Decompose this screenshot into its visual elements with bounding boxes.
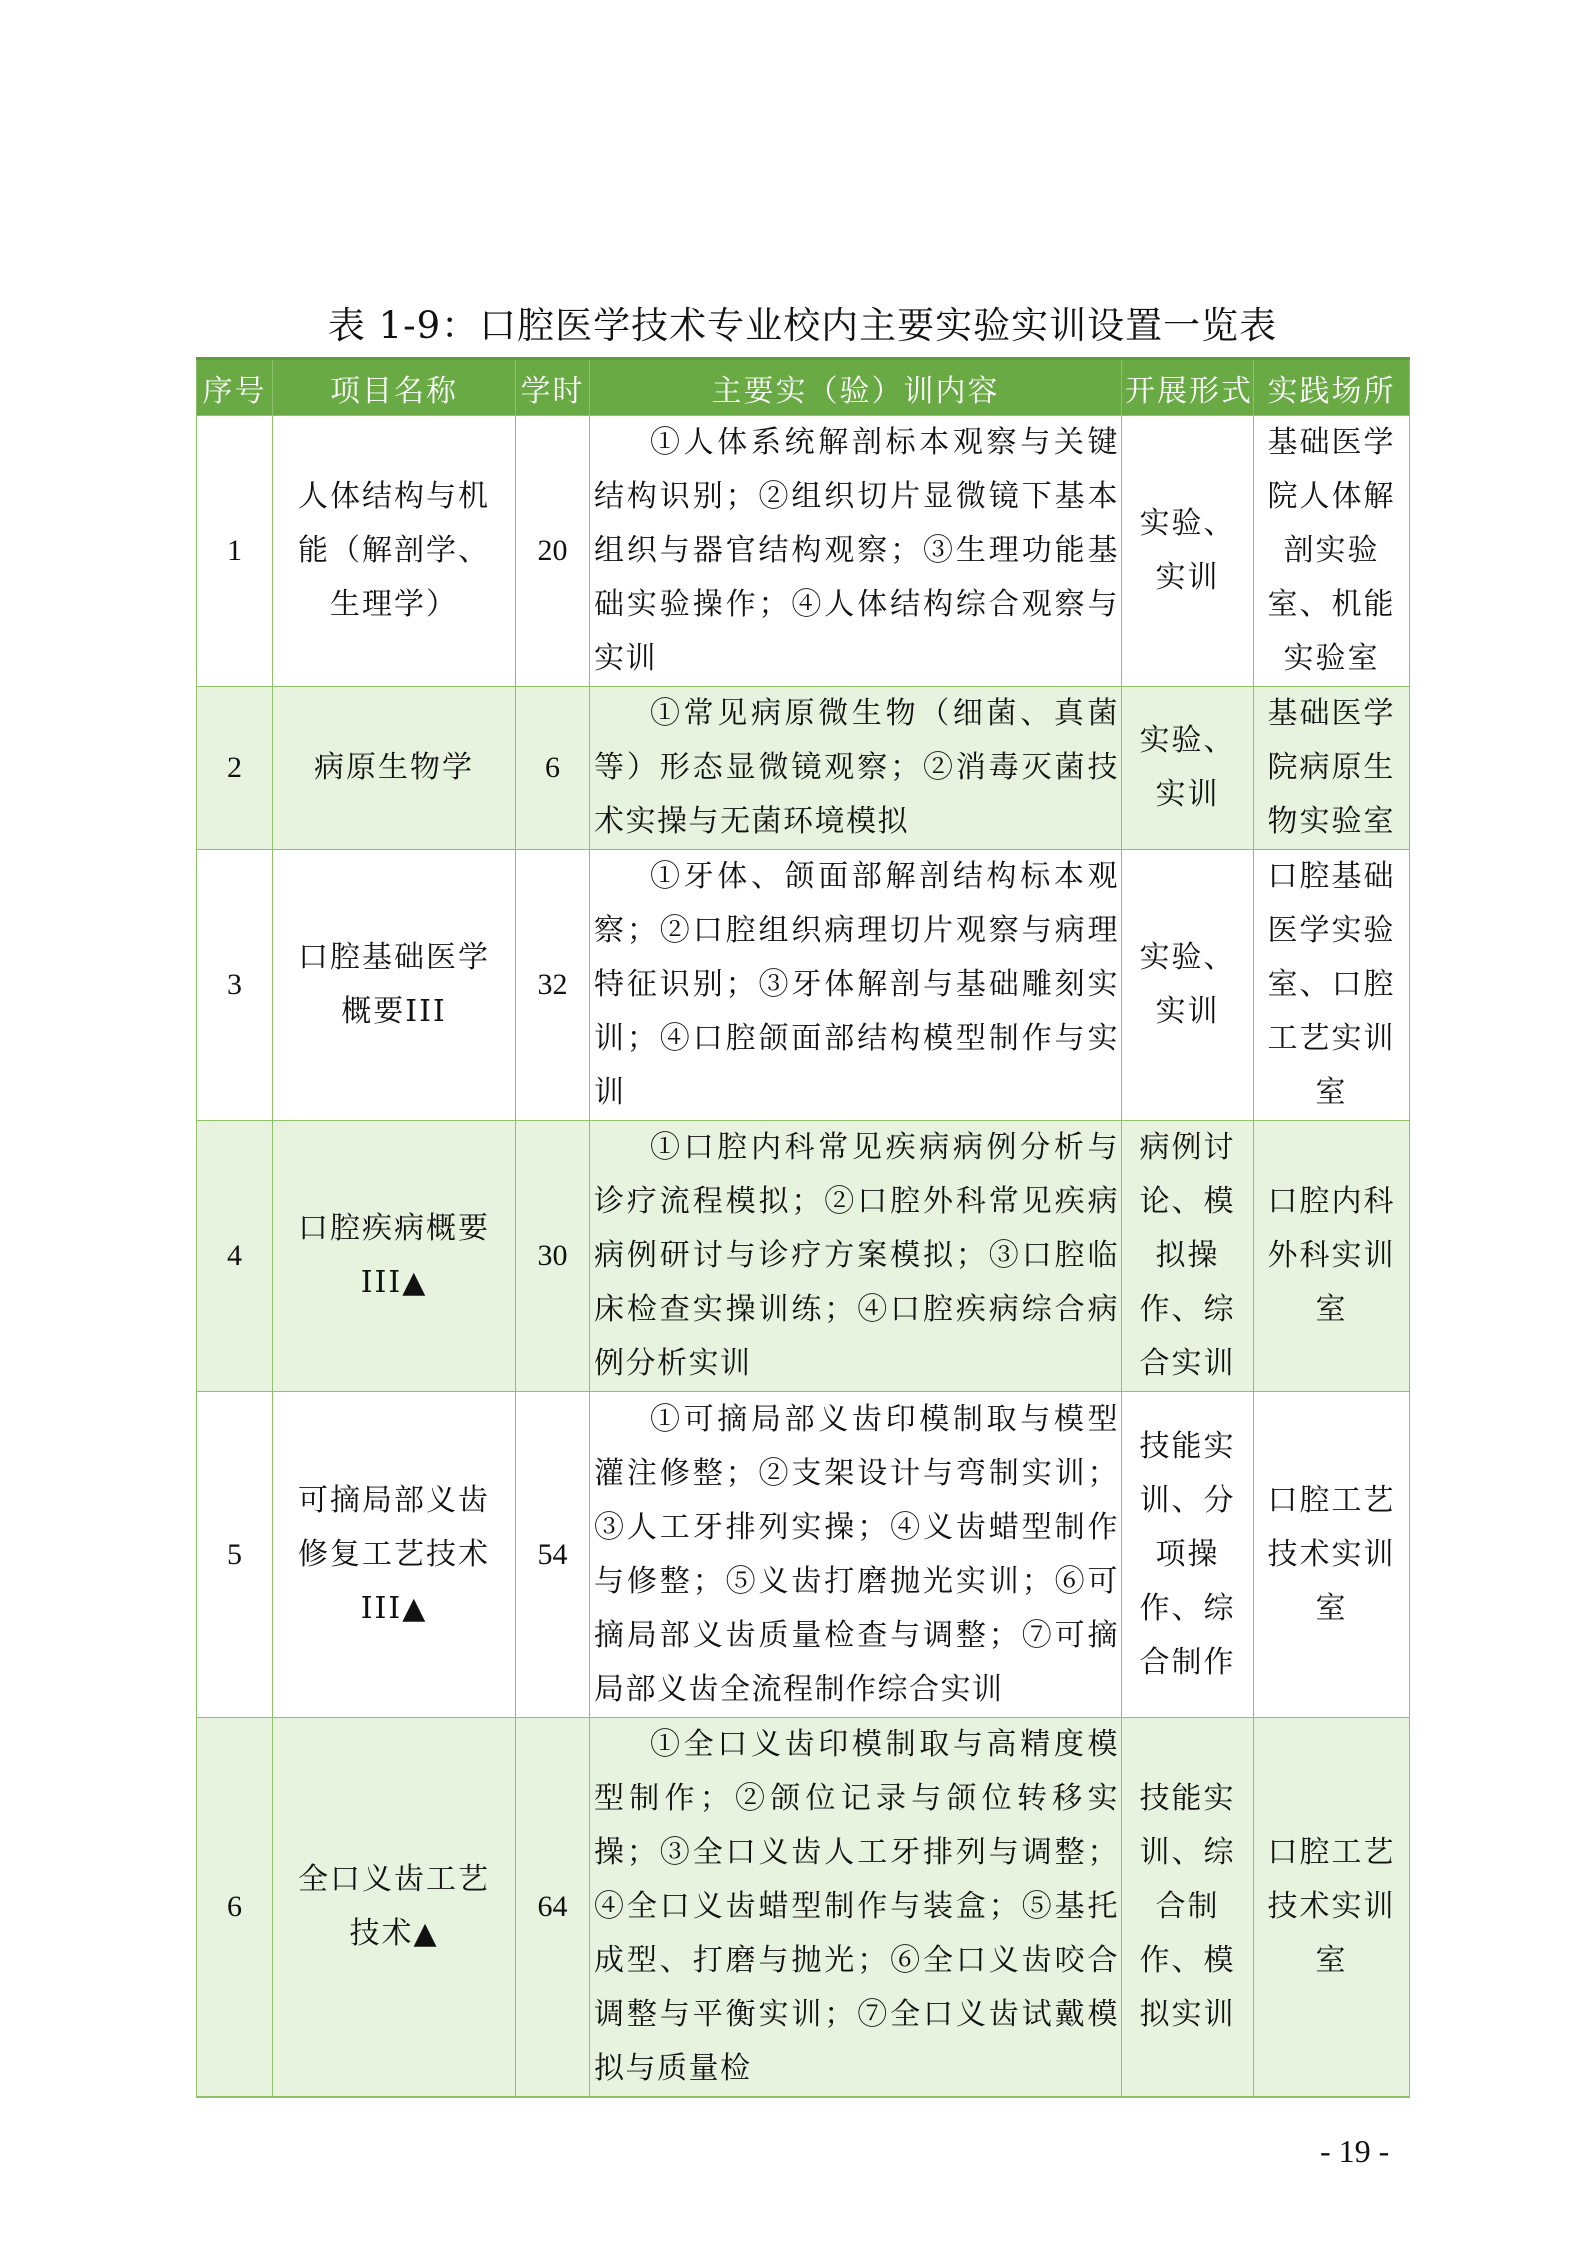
header-form: 开展形式 — [1122, 359, 1254, 416]
row-no: 5 — [197, 1392, 273, 1718]
row-project-name: 可摘局部义齿修复工艺技术III▲ — [273, 1392, 516, 1718]
row-project-name: 口腔疾病概要III▲ — [273, 1121, 516, 1392]
header-place: 实践场所 — [1254, 359, 1410, 416]
row-form: 技能实训、分项操作、综合制作 — [1122, 1392, 1254, 1718]
lab-training-table — [196, 357, 1410, 2098]
table-row — [197, 1121, 1410, 1392]
row-place: 口腔工艺技术实训室 — [1254, 1392, 1410, 1718]
row-hours: 6 — [516, 687, 590, 850]
row-project-name: 口腔基础医学概要III — [273, 850, 516, 1121]
row-place: 口腔基础医学实验室、口腔工艺实训室 — [1254, 850, 1410, 1121]
row-form: 实验、实训 — [1122, 416, 1254, 687]
row-hours: 32 — [516, 850, 590, 1121]
row-content: ①牙体、颌面部解剖结构标本观察；②口腔组织病理切片观察与病理特征识别；③牙体解剖与基础雕刻实训；④口腔颌面部结构模型制作与实训 — [590, 850, 1122, 1121]
row-content: ①口腔内科常见疾病病例分析与诊疗流程模拟；②口腔外科常见疾病病例研讨与诊疗方案模拟；③口腔临床检查实操训练；④口腔疾病综合病例分析实训 — [590, 1121, 1122, 1392]
header-project-name: 项目名称 — [273, 359, 516, 416]
row-content: ①可摘局部义齿印模制取与模型灌注修整；②支架设计与弯制实训；③人工牙排列实操；④义齿蜡型制作与修整；⑤义齿打磨抛光实训；⑥可摘局部义齿质量检查与调整；⑦可摘局部义齿全流程制作综合实训 — [590, 1392, 1122, 1718]
row-no: 3 — [197, 850, 273, 1121]
page-number: - 19 - — [1320, 2133, 1390, 2169]
table-row — [197, 687, 1410, 850]
row-place: 口腔内科外科实训室 — [1254, 1121, 1410, 1392]
header-hours: 学时 — [516, 359, 590, 416]
row-project-name: 病原生物学 — [273, 687, 516, 850]
row-form: 实验、实训 — [1122, 850, 1254, 1121]
row-place: 基础医学院人体解剖实验室、机能实验室 — [1254, 416, 1410, 687]
row-hours: 30 — [516, 1121, 590, 1392]
row-form: 实验、实训 — [1122, 687, 1254, 850]
row-content: ①常见病原微生物（细菌、真菌等）形态显微镜观察；②消毒灭菌技术实操与无菌环境模拟 — [590, 687, 1122, 850]
row-form: 技能实训、综合制作、模拟实训 — [1122, 1718, 1254, 2098]
row-hours: 54 — [516, 1392, 590, 1718]
header-no: 序号 — [197, 359, 273, 416]
row-no: 2 — [197, 687, 273, 850]
row-hours: 20 — [516, 416, 590, 687]
row-content: ①人体系统解剖标本观察与关键结构识别；②组织切片显微镜下基本组织与器官结构观察；③生理功能基础实验操作；④人体结构综合观察与实训 — [590, 416, 1122, 687]
header-content: 主要实（验）训内容 — [590, 359, 1122, 416]
row-project-name: 人体结构与机能（解剖学、生理学） — [273, 416, 516, 687]
row-no: 1 — [197, 416, 273, 687]
row-place: 基础医学院病原生物实验室 — [1254, 687, 1410, 850]
row-project-name: 全口义齿工艺技术▲ — [273, 1718, 516, 2098]
row-no: 6 — [197, 1718, 273, 2098]
row-place: 口腔工艺技术实训室 — [1254, 1718, 1410, 2098]
table-row — [197, 1718, 1410, 2098]
table-row — [197, 416, 1410, 687]
table-row — [197, 850, 1410, 1121]
row-no: 4 — [197, 1121, 273, 1392]
row-hours: 64 — [516, 1718, 590, 2098]
table-row — [197, 1392, 1410, 1718]
table-title: 表 1-9：口腔医学技术专业校内主要实验实训设置一览表 — [327, 304, 1278, 347]
row-content: ①全口义齿印模制取与高精度模型制作；②颌位记录与颌位转移实操；③全口义齿人工牙排列与调整；④全口义齿蜡型制作与装盒；⑤基托成型、打磨与抛光；⑥全口义齿咬合调整与平衡实训；⑦全口义齿试戴模拟与质量检 — [590, 1718, 1122, 2098]
row-form: 病例讨论、模拟操作、综合实训 — [1122, 1121, 1254, 1392]
table-header-row — [197, 359, 1410, 416]
